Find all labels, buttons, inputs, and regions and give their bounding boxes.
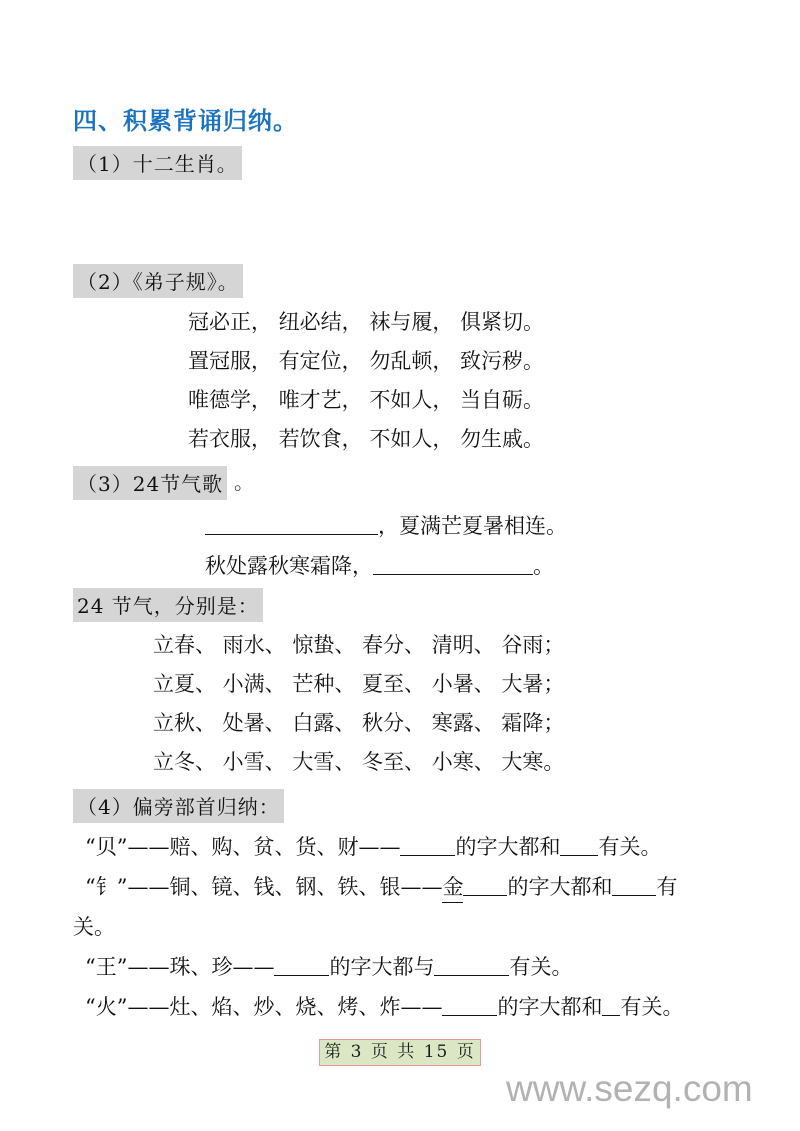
fill-blank[interactable]	[560, 833, 598, 856]
subsection-label-3-tail: 。	[234, 470, 254, 494]
fill-blank[interactable]	[400, 833, 455, 856]
jieqi-list-label: 24 节气，分别是：	[73, 588, 263, 622]
page-section-heading: 四、积累背诵归纳。	[73, 106, 298, 135]
fill-blank[interactable]	[205, 512, 378, 535]
radical-line-huo	[85, 991, 683, 1021]
jieqi-list-line: 立夏、 小满、 芒种、 夏至、 小暑、 大暑；	[153, 672, 565, 696]
dizigui-line: 置冠服， 有定位， 勿乱顿， 致污秽。	[188, 349, 545, 373]
subsection-label-4: （4）偏旁部首归纳：	[73, 789, 284, 823]
page-number-badge: 第 3 页 共 15 页	[319, 1039, 481, 1066]
radical-line-wang-a: “王”——珠、珍——	[85, 955, 275, 979]
site-watermark: www.sezq.com	[506, 1068, 753, 1109]
radical-line-jin-wrap: 关。	[73, 915, 115, 939]
subsection-label-2	[73, 264, 243, 298]
radical-line-bei-c: 有关。	[598, 835, 662, 859]
radical-line-jin-a: “钅”——铜、镜、钱、钢、铁、银——	[85, 875, 443, 899]
jieqi-list-line: 立春、 雨水、 惊蛰、 春分、 清明、 谷雨；	[153, 633, 565, 657]
jieqi-song-line-2-tail: 。	[533, 554, 554, 578]
fill-blank[interactable]	[434, 953, 509, 976]
dizigui-line: 唯德学， 唯才艺， 不如人， 当自砺。	[188, 388, 545, 412]
jieqi-song-line-2-text: 秋处露秋寒霜降，	[205, 554, 373, 578]
radical-line-bei-a: “贝”——赔、购、贫、货、财——	[85, 835, 401, 859]
radical-line-wang-c: 有关。	[509, 955, 573, 979]
radical-line-wang-b: 的字大都与	[329, 955, 435, 979]
jieqi-song-line-1	[205, 510, 567, 540]
jieqi-list-line: 立冬、 小雪、 大雪、 冬至、 小寒、 大寒。	[153, 750, 565, 774]
subsection-label-1	[73, 146, 242, 180]
radical-line-wang	[85, 951, 572, 981]
radical-line-jin-c: 有	[656, 875, 678, 899]
radical-line-jin	[85, 871, 677, 903]
fill-blank[interactable]	[463, 873, 507, 896]
radical-line-huo-a: “火”——灶、焰、炒、烧、烤、炸——	[85, 995, 443, 1019]
radical-line-bei-b: 的字大都和	[455, 835, 561, 859]
jieqi-song-line-1-text: ，夏满芒夏暑相连。	[378, 514, 567, 538]
answer-space-1[interactable]	[73, 182, 713, 260]
radical-answer-jin: 金	[442, 871, 463, 903]
fill-blank[interactable]	[442, 993, 497, 1016]
dizigui-line: 若衣服， 若饮食， 不如人， 勿生戚。	[188, 427, 545, 451]
subsection-label-1-tail: 。	[216, 152, 238, 176]
radical-line-huo-b: 的字大都和	[497, 995, 603, 1019]
radical-line-jin-b: 的字大都和	[507, 875, 613, 899]
jieqi-song-line-2	[205, 550, 554, 580]
fill-blank[interactable]	[612, 873, 656, 896]
dizigui-line: 冠必正， 纽必结， 袜与履， 俱紧切。	[188, 310, 545, 334]
fill-blank[interactable]	[373, 552, 533, 575]
subsection-label-3: （3）24节气歌	[73, 466, 227, 500]
subsection-label-1-text: （1）十二生肖	[77, 152, 217, 176]
jieqi-list-line: 立秋、 处暑、 白露、 秋分、 寒露、 霜降；	[153, 711, 565, 735]
subsection-label-2-text: （2）《弟子规》	[77, 270, 218, 294]
fill-blank[interactable]	[602, 993, 620, 1016]
radical-line-huo-c: 有关。	[620, 995, 684, 1019]
subsection-label-2-tail: 。	[217, 270, 239, 294]
radical-line-bei	[85, 831, 661, 861]
fill-blank[interactable]	[274, 953, 329, 976]
